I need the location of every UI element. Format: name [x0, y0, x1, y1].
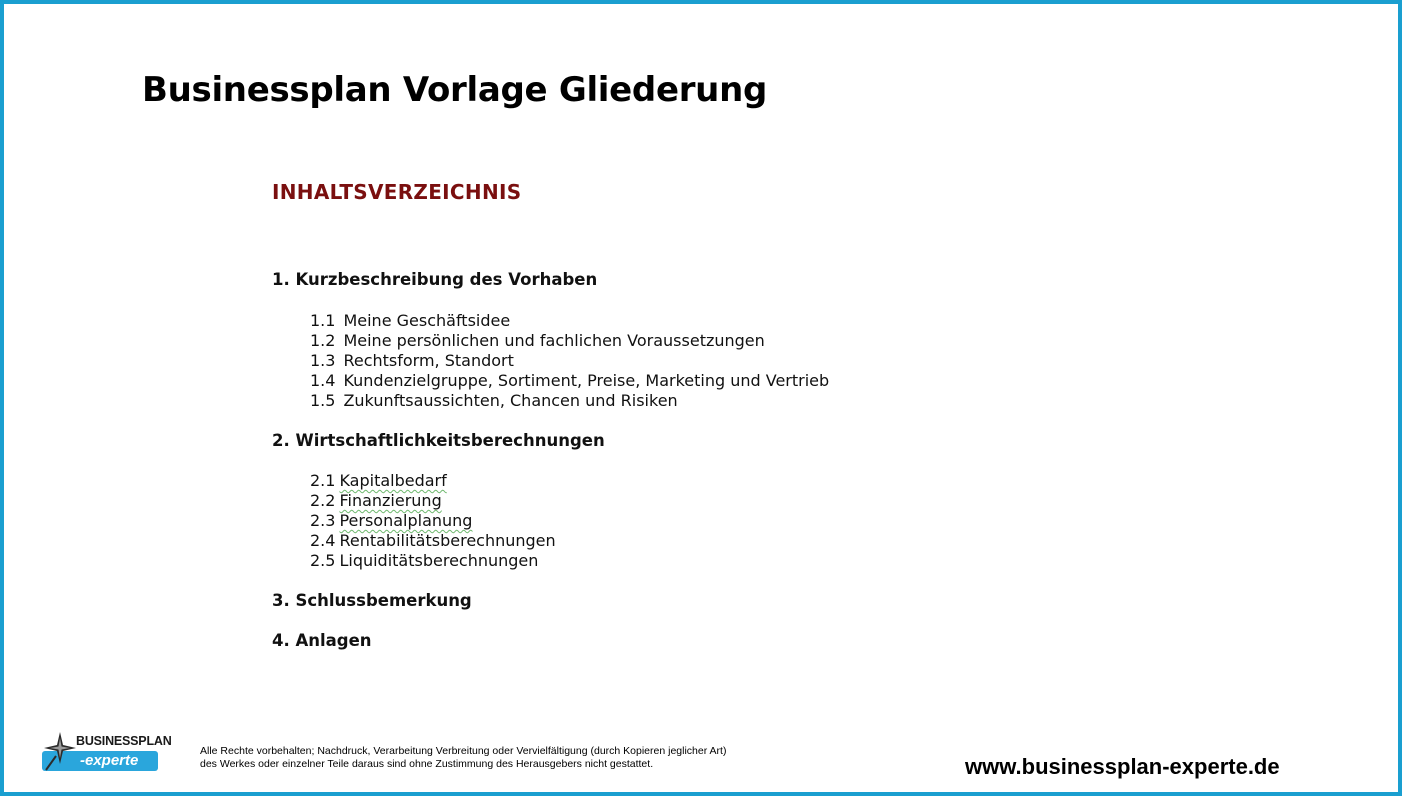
toc-item-label: Personalplanung	[339, 511, 473, 530]
toc-item-number: 2.4	[310, 531, 336, 550]
toc-section-3: 3. Schlussbemerkung	[272, 591, 472, 610]
website-url: www.businessplan-experte.de	[965, 754, 1280, 779]
toc-item-label: Rechtsform, Standort	[343, 351, 514, 370]
toc-section-4: 4. Anlagen	[272, 631, 372, 650]
page-title: Businessplan Vorlage Gliederung	[142, 70, 768, 110]
toc-item-label: Kundenzielgruppe, Sortiment, Preise, Marketing und Vertrieb	[343, 371, 830, 390]
toc-item-1-5	[310, 391, 678, 410]
toc-item-label: Liquiditätsberechnungen	[339, 551, 539, 570]
logo-text-top: BUSINESSPLAN	[76, 734, 172, 748]
toc-section-2: 2. Wirtschaftlichkeitsberechnungen	[272, 431, 605, 450]
toc-item-number: 2.1	[310, 471, 336, 490]
toc-item-label: Zukunftsaussichten, Chancen und Risiken	[343, 391, 678, 410]
toc-item-1-4	[310, 371, 829, 390]
copyright-line-1: Alle Rechte vorbehalten; Nachdruck, Verarbeitung Verbreitung oder Vervielfältigung (durch Kopieren jeglicher Art)	[200, 745, 727, 757]
toc-item-1-3	[310, 351, 514, 370]
toc-item-2-3	[310, 511, 472, 530]
toc-item-1-2	[310, 331, 765, 350]
toc-item-label: Meine Geschäftsidee	[343, 311, 511, 330]
toc-item-number: 1.4	[310, 371, 336, 390]
toc-item-label: Kapitalbedarf	[339, 471, 447, 490]
toc-item-number: 2.2	[310, 491, 336, 510]
toc-item-label: Rentabilitätsberechnungen	[339, 531, 556, 550]
toc-item-2-1	[310, 471, 447, 490]
toc-item-1-1	[310, 311, 510, 330]
toc-item-2-5	[310, 551, 538, 570]
businessplan-experte-logo	[40, 730, 172, 774]
toc-heading: INHALTSVERZEICHNIS	[272, 180, 522, 204]
toc-item-number: 1.3	[310, 351, 336, 370]
toc-section-1: 1. Kurzbeschreibung des Vorhaben	[272, 270, 598, 289]
toc-item-number: 1.2	[310, 331, 336, 350]
toc-item-2-2	[310, 491, 442, 510]
toc-item-label: Meine persönlichen und fachlichen Voraussetzungen	[343, 331, 765, 350]
toc-item-2-4	[310, 531, 556, 550]
copyright-notice	[200, 745, 726, 771]
toc-item-label: Finanzierung	[339, 491, 442, 510]
toc-item-number: 1.5	[310, 391, 336, 410]
toc-item-number: 1.1	[310, 311, 336, 330]
compass-star-icon	[42, 730, 78, 772]
copyright-line-2: des Werkes oder einzelner Teile daraus sind ohne Zustimmung des Herausgebers nicht gestattet.	[200, 758, 654, 770]
toc-item-number: 2.3	[310, 511, 336, 530]
toc-item-number: 2.5	[310, 551, 336, 570]
logo-text-bottom: -experte	[80, 752, 139, 769]
